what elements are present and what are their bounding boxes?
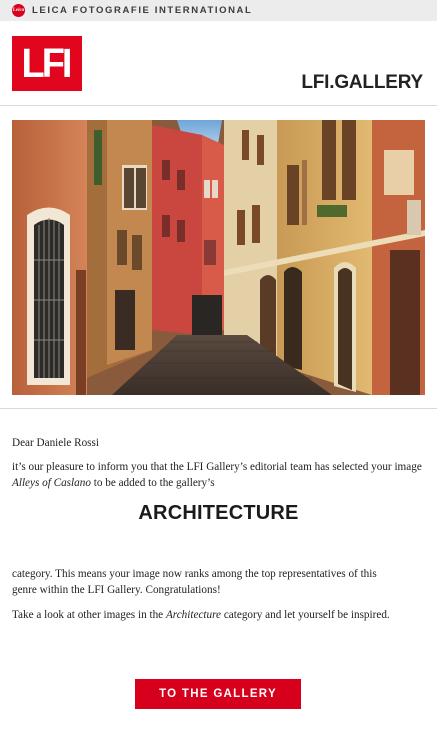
leica-dot-logo-icon[interactable]: Leica — [12, 4, 25, 17]
photo-alley-image — [12, 120, 425, 395]
selection-message-end: to be added to the gallery’s — [90, 476, 215, 489]
selection-message-intro: it’s our pleasure to inform you that the LFI Gallery’s editorial team has selected your image — [12, 461, 422, 473]
brand-name: LEICA FOTOGRAFIE INTERNATIONAL — [32, 5, 253, 16]
lfi-logo-text: LFI — [21, 40, 70, 87]
header-divider — [0, 105, 437, 106]
invite-message — [12, 608, 424, 624]
top-brand-strip — [0, 0, 437, 21]
photo-divider — [0, 408, 437, 409]
image-title: Alleys of Caslano — [12, 476, 91, 489]
gallery-title: LFI.GALLERY — [301, 72, 423, 93]
to-the-gallery-button[interactable]: TO THE GALLERY — [135, 679, 301, 709]
ranking-message: category. This means your image now ranks among the top representatives of this genre within the LFI Gallery. Congratulations! — [12, 568, 377, 596]
selection-message — [12, 460, 424, 491]
greeting: Dear Daniele Rossi — [12, 437, 99, 449]
lfi-logo[interactable] — [12, 36, 82, 91]
category-heading: ARCHITECTURE — [138, 502, 299, 524]
featured-photo — [12, 120, 425, 395]
invite-message-end: category and let yourself be inspired. — [221, 609, 390, 621]
invite-message-intro: Take a look at other images in the — [12, 609, 166, 621]
category-name: Architecture — [165, 609, 222, 621]
